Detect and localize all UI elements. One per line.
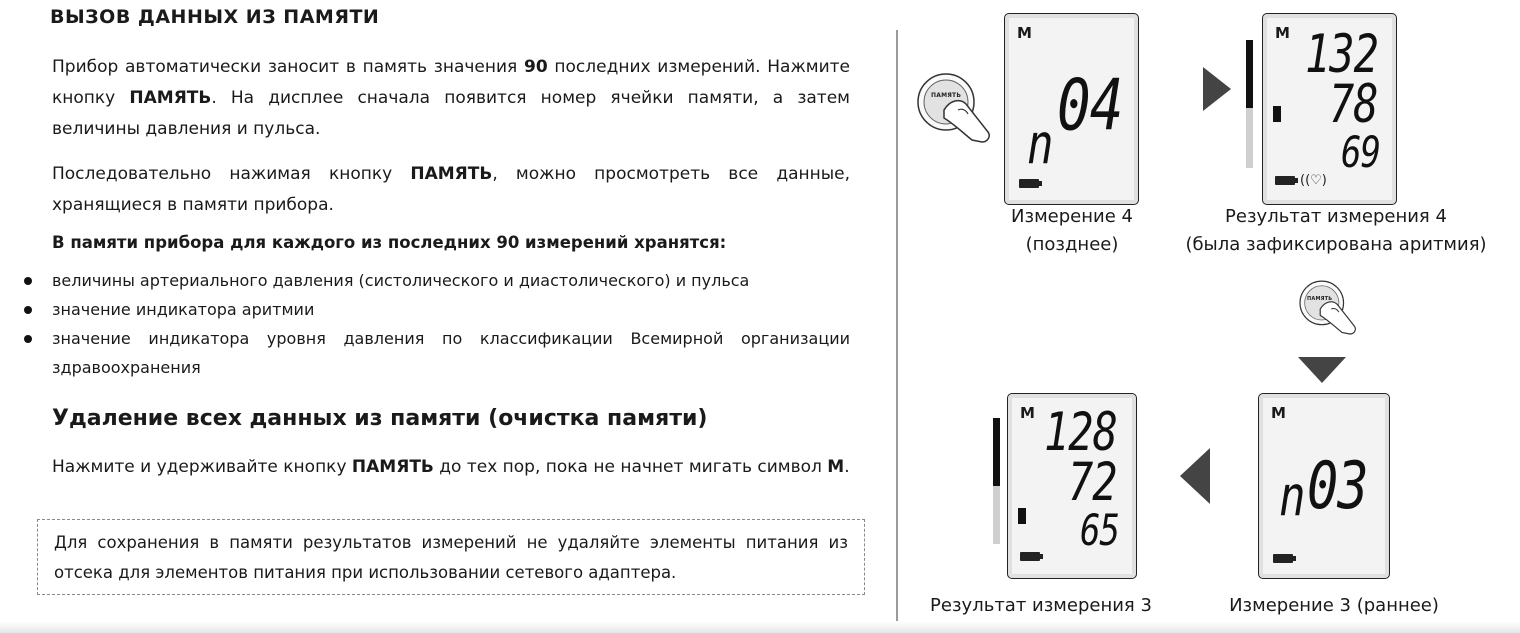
indicator-bar [1018,508,1026,524]
finger-press-icon [1293,278,1363,348]
m-symbol: M [1275,24,1290,42]
memory-count: 90 [524,57,548,77]
pressure-level-bar [993,418,1000,486]
cell-prefix: n [1027,113,1053,177]
list-item: значение индикатора аритмии [24,295,850,324]
bullet-icon [24,306,32,314]
section-title: ВЫЗОВ ДАННЫХ ИЗ ПАМЯТИ [50,6,380,28]
memory-button-press [914,70,994,164]
finger-press-icon [914,70,994,160]
indicator-bar [1273,106,1281,122]
battery-icon [1019,179,1039,188]
column-divider [896,30,898,626]
lcd-display-memory-3 [1258,393,1390,579]
note-box: Для сохранения в памяти результатов измерений не удаляйте элементы питания из отсека для элементов питания при использовании сетевого адаптера. [37,519,865,595]
list-item: значение индикатора уровня давления по классификации Всемирной организации здравоохранения [24,324,850,382]
battery-icon [1275,176,1295,185]
m-symbol: M [1271,404,1286,422]
m-symbol: M [1017,24,1032,42]
pressure-level-bar [1246,40,1253,108]
arrow-down-icon [1298,357,1346,383]
caption-result-3: Результат измерения 3 [930,595,1152,616]
memory-button-name: ПАМЯТЬ [410,164,493,184]
pulse-value: 65 [1080,506,1119,557]
paragraph-browse: Последовательно нажимая кнопку ПАМЯТЬ, можно просмотреть все данные, хранящиеся в памяти прибора. [52,164,851,215]
memory-button-name: ПАМЯТЬ [351,457,434,477]
button-label: ПАМЯТЬ [931,92,962,99]
battery-icon [1020,552,1040,561]
cell-number: 04 [1057,65,1123,147]
bullet-icon [24,335,32,343]
arrhythmia-heart-icon: ((♡) [1300,173,1327,188]
stored-data-heading: В памяти прибора для каждого из последних 90 измерений хранятся: [52,233,727,252]
battery-icon [1273,554,1293,563]
clear-memory-heading: Удаление всех данных из памяти (очистка памяти) [52,406,708,431]
pressure-level-scale [1246,108,1253,168]
lcd-display-result-3 [1007,393,1137,579]
arrow-left-icon [1180,448,1210,504]
diastolic-value: 72 [1068,451,1117,513]
bullet-icon [24,277,32,285]
lcd-display-memory-4 [1004,13,1139,205]
caption-measurement-3: Измерение 3 (раннее) [1229,595,1439,616]
systolic-value: 132 [1305,23,1378,85]
page-bottom-shade [0,621,1520,633]
arrow-right-icon [1203,67,1231,111]
caption-measurement-4: Измерение 4 (позднее) [1011,206,1133,255]
paragraph-clear-memory: Нажмите и удерживайте кнопку ПАМЯТЬ до тех пор, пока не начнет мигать символ M. [52,457,850,477]
m-symbol: M [1020,404,1035,422]
list-item: величины артериального давления (систолического и диастолического) и пульса [24,266,850,295]
cell-prefix: n [1279,465,1305,529]
systolic-value: 128 [1044,401,1117,463]
pressure-level-scale [993,486,1000,544]
memory-button-name: ПАМЯТЬ [129,88,212,108]
caption-result-4: Результат измерения 4 (была зафиксирована аритмия) [1185,206,1487,255]
stored-data-list [24,266,850,382]
m-symbol-text: M [827,457,845,477]
pulse-value: 69 [1341,128,1380,179]
lcd-display-result-4 [1262,13,1397,205]
paragraph-memory-intro: Прибор автоматически заносит в память значения 90 последних измерений. Нажмите кнопку ПАМЯТЬ. На дисплее сначала появится номер ячейки памяти, а затем величины давления и пульса. [52,57,850,139]
cell-number: 03 [1307,449,1368,524]
diastolic-value: 78 [1329,73,1378,135]
button-label: ПАМЯТЬ [1307,296,1333,302]
illustration-column [900,0,1520,633]
memory-button-press [1293,278,1363,352]
